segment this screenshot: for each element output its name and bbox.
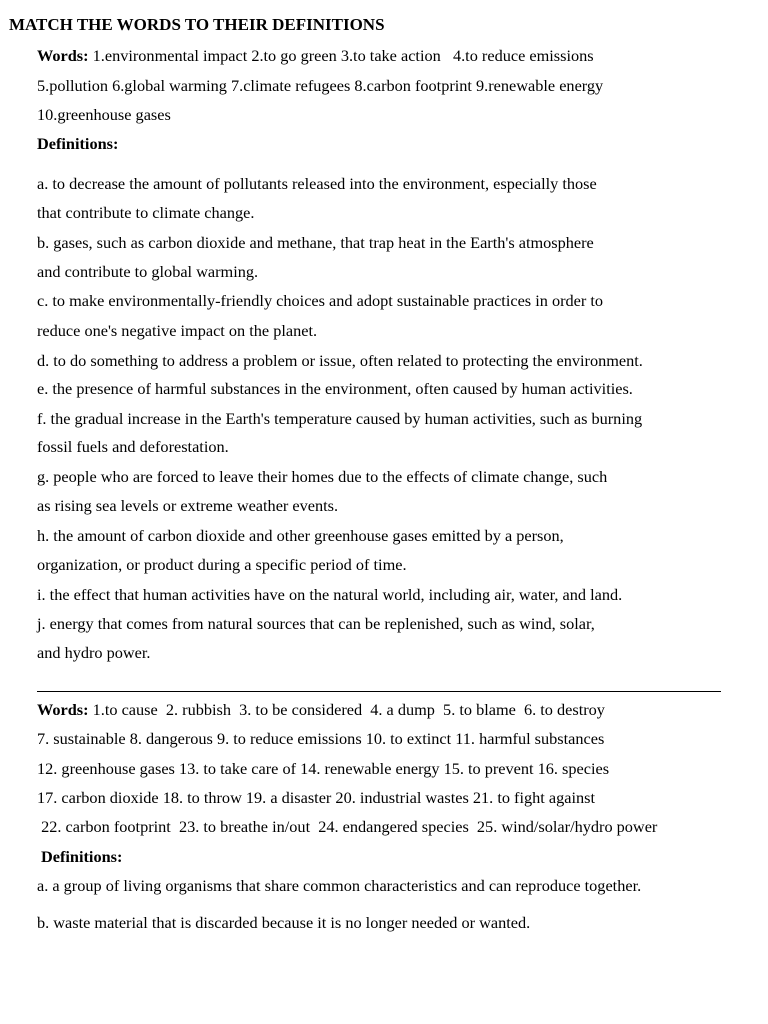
s1-definitions-label: Definitions: bbox=[37, 134, 119, 153]
s1-words-text-1: 1.environmental impact 2.to go green 3.to take action 4.to reduce emissions bbox=[88, 46, 594, 65]
s1-words-line-2: 5.pollution 6.global warming 7.climate refugees 8.carbon footprint 9.renewable energy bbox=[37, 76, 604, 95]
s2-words-line-1 bbox=[37, 700, 605, 720]
s2-definition-line: b. waste material that is discarded because it is no longer needed or wanted. bbox=[37, 913, 531, 932]
s1-definition-line: and contribute to global warming. bbox=[37, 262, 259, 281]
section-divider bbox=[37, 691, 721, 692]
s1-definition-line: f. the gradual increase in the Earth's temperature caused by human activities, such as burning bbox=[37, 409, 643, 428]
s1-definition-line: organization, or product during a specific period of time. bbox=[37, 555, 407, 574]
s1-definition-line: g. people who are forced to leave their homes due to the effects of climate change, such bbox=[37, 467, 608, 486]
s1-definition-line: c. to make environmentally-friendly choices and adopt sustainable practices in order to bbox=[37, 291, 604, 310]
s2-words-label: Words: bbox=[37, 700, 89, 719]
s2-definition-line: a. a group of living organisms that share common characteristics and can reproduce together. bbox=[37, 876, 642, 895]
s2-words-line-3: 12. greenhouse gases 13. to take care of 14. renewable energy 15. to prevent 16. species bbox=[37, 759, 610, 778]
page-title: MATCH THE WORDS TO THEIR DEFINITIONS bbox=[9, 15, 385, 34]
s1-definition-line: e. the presence of harmful substances in the environment, often caused by human activities. bbox=[37, 379, 633, 398]
s1-definition-line: fossil fuels and deforestation. bbox=[37, 437, 229, 456]
s1-definition-line: and hydro power. bbox=[37, 643, 151, 662]
s1-words-label: Words: bbox=[37, 46, 89, 65]
s1-definitions-heading bbox=[37, 134, 118, 154]
s2-words-line-4: 17. carbon dioxide 18. to throw 19. a disaster 20. industrial wastes 21. to fight against bbox=[37, 788, 595, 807]
s1-definition-line: d. to do something to address a problem or issue, often related to protecting the environment. bbox=[37, 351, 643, 370]
s2-definitions-heading bbox=[41, 847, 122, 867]
s1-definition-line: h. the amount of carbon dioxide and other greenhouse gases emitted by a person, bbox=[37, 526, 564, 545]
s2-words-text-1: 1.to cause 2. rubbish 3. to be considered 4. a dump 5. to blame 6. to destroy bbox=[88, 700, 605, 719]
s1-definition-line: b. gases, such as carbon dioxide and methane, that trap heat in the Earth's atmosphere bbox=[37, 233, 594, 252]
s2-words-line-5: 22. carbon footprint 23. to breathe in/out 24. endangered species 25. wind/solar/hydro power bbox=[37, 817, 658, 836]
s1-definition-line: as rising sea levels or extreme weather events. bbox=[37, 496, 339, 515]
s1-words-line-1 bbox=[37, 46, 594, 66]
s1-words-line-3: 10.greenhouse gases bbox=[37, 105, 171, 124]
s1-definition-line: j. energy that comes from natural sources that can be replenished, such as wind, solar, bbox=[37, 614, 595, 633]
s1-definition-line: a. to decrease the amount of pollutants released into the environment, especially those bbox=[37, 174, 597, 193]
s1-definition-line: i. the effect that human activities have on the natural world, including air, water, and land. bbox=[37, 585, 623, 604]
s1-definition-line: that contribute to climate change. bbox=[37, 203, 255, 222]
s1-definition-line: reduce one's negative impact on the planet. bbox=[37, 321, 318, 340]
s2-definitions-label: Definitions: bbox=[41, 847, 123, 866]
s2-words-line-2: 7. sustainable 8. dangerous 9. to reduce emissions 10. to extinct 11. harmful substances bbox=[37, 729, 605, 748]
